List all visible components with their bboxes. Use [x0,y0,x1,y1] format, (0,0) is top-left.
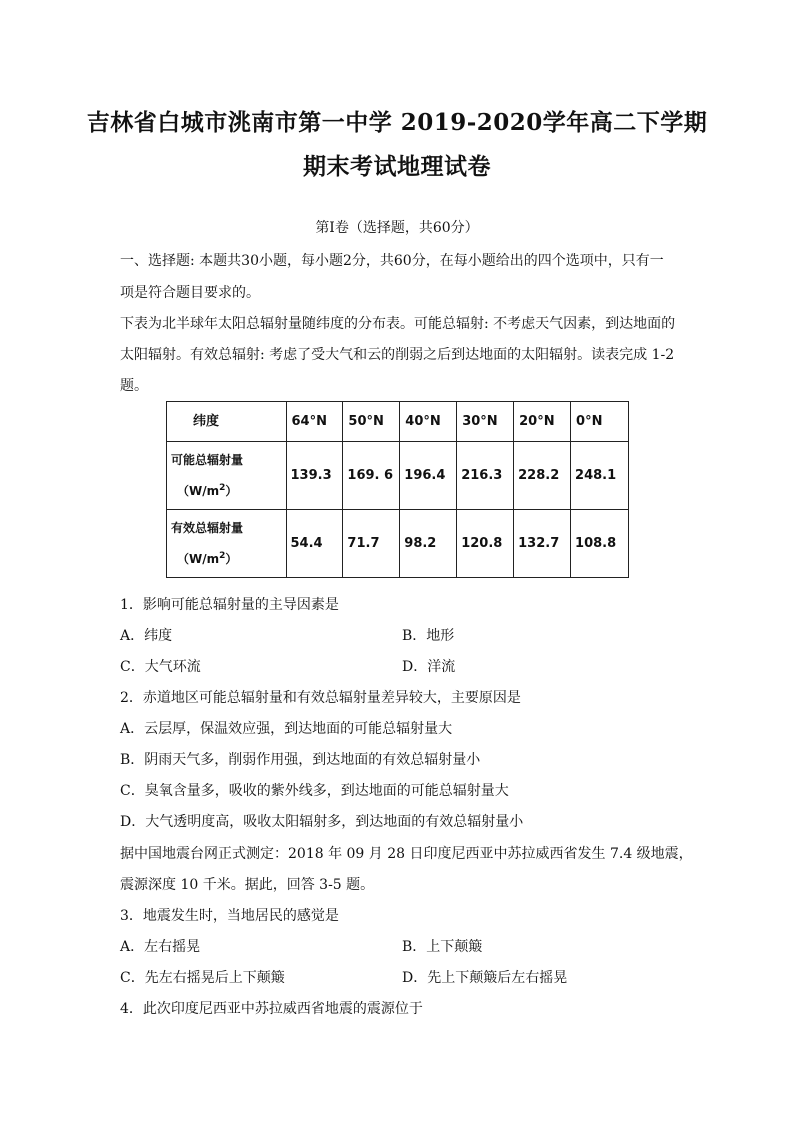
exam-title-line-1: 吉林省白城市洮南市第一中学 2019-2020学年高二下学期 [86,109,708,136]
table-cell: 139.3 [286,442,343,510]
header-cell: 0°N [571,402,629,442]
q2-option-a: A．云层厚，保温效应强，到达地面的可能总辐射量大 [120,721,453,737]
q1-option-a: A．纬度 [120,628,173,644]
table-cell: 248.1 [571,442,629,510]
table-cell: 216.3 [457,442,514,510]
header-cell: 30°N [457,402,514,442]
passage1-line-1: 下表为北半球年太阳总辐射量随纬度的分布表。可能总辐射: 不考虑天气因素，到达地面的 [120,316,676,332]
radiation-table [166,401,629,578]
q2-option-d: D．大气透明度高，吸收太阳辐射多，到达地面的有效总辐射量小 [120,814,524,830]
row-unit [171,474,282,505]
exam-title-line-2: 期末考试地理试卷 [303,153,491,180]
table-cell: 108.8 [571,510,629,578]
q2-option-c: C．臭氧含量多，吸收的紫外线多，到达地面的可能总辐射量大 [120,783,509,799]
question-4-stem: 4．此次印度尼西亚中苏拉威西省地震的震源位于 [120,1001,423,1017]
q3-option-d: D．先上下颠簸后左右摇晃 [402,970,568,986]
q1-option-b: B．地形 [402,628,455,644]
table-cell: 228.2 [514,442,571,510]
header-cell: 50°N [343,402,400,442]
passage2-line-1: 据中国地震台网正式测定：2018 年 09 月 28 日印度尼西亚中苏拉威西省发生 7.4 级地震， [120,846,693,862]
table-cell: 196.4 [400,442,457,510]
row-label [167,510,287,578]
unit-close: ） [225,552,238,566]
table-cell: 98.2 [400,510,457,578]
passage1-line-3: 题。 [120,378,148,394]
row-label [167,442,287,510]
passage1-line-2: 太阳辐射。有效总辐射: 考虑了受大气和云的削弱之后到达地面的太阳辐射。读表完成 1-2 [120,347,675,363]
row-label-text: 可能总辐射量 [171,453,244,467]
q1-option-d: D．洋流 [402,659,456,675]
table-row [167,442,629,510]
header-cell: 20°N [514,402,571,442]
unit-exponent: 2 [219,483,226,493]
section-heading: 第Ⅰ卷（选择题，共60分） [315,220,479,236]
header-cell: 40°N [400,402,457,442]
unit-close: ） [225,484,238,498]
unit-text: （W/m [177,552,220,566]
table-cell: 169. 6 [343,442,400,510]
table-header-row [167,402,629,442]
passage2-line-2: 震源深度 10 千米。据此，回答 3-5 题。 [120,877,375,893]
q1-option-c: C．大气环流 [120,659,201,675]
table-cell: 120.8 [457,510,514,578]
header-cell: 64°N [286,402,343,442]
instructions-line-2: 项是符合题目要求的。 [120,285,260,301]
question-2-stem: 2．赤道地区可能总辐射量和有效总辐射量差异较大，主要原因是 [120,690,521,706]
question-3-stem: 3．地震发生时，当地居民的感觉是 [120,908,339,924]
table-row [167,510,629,578]
q2-option-b: B．阴雨天气多，削弱作用强，到达地面的有效总辐射量小 [120,752,481,768]
header-latitude: 纬度 [167,402,287,442]
q3-option-b: B．上下颠簸 [402,939,483,955]
instructions-line-1: 一、选择题: 本题共30小题，每小题2分，共60分，在每小题给出的四个选项中，只有一 [120,253,664,269]
unit-exponent: 2 [219,551,226,561]
question-1-stem: 1．影响可能总辐射量的主导因素是 [120,597,339,613]
unit-text: （W/m [177,484,220,498]
row-unit [171,542,282,573]
row-label-text: 有效总辐射量 [171,521,244,535]
table-cell: 71.7 [343,510,400,578]
q3-option-c: C．先左右摇晃后上下颠簸 [120,970,285,986]
table-cell: 132.7 [514,510,571,578]
q3-option-a: A．左右摇晃 [120,939,201,955]
table-cell: 54.4 [286,510,343,578]
